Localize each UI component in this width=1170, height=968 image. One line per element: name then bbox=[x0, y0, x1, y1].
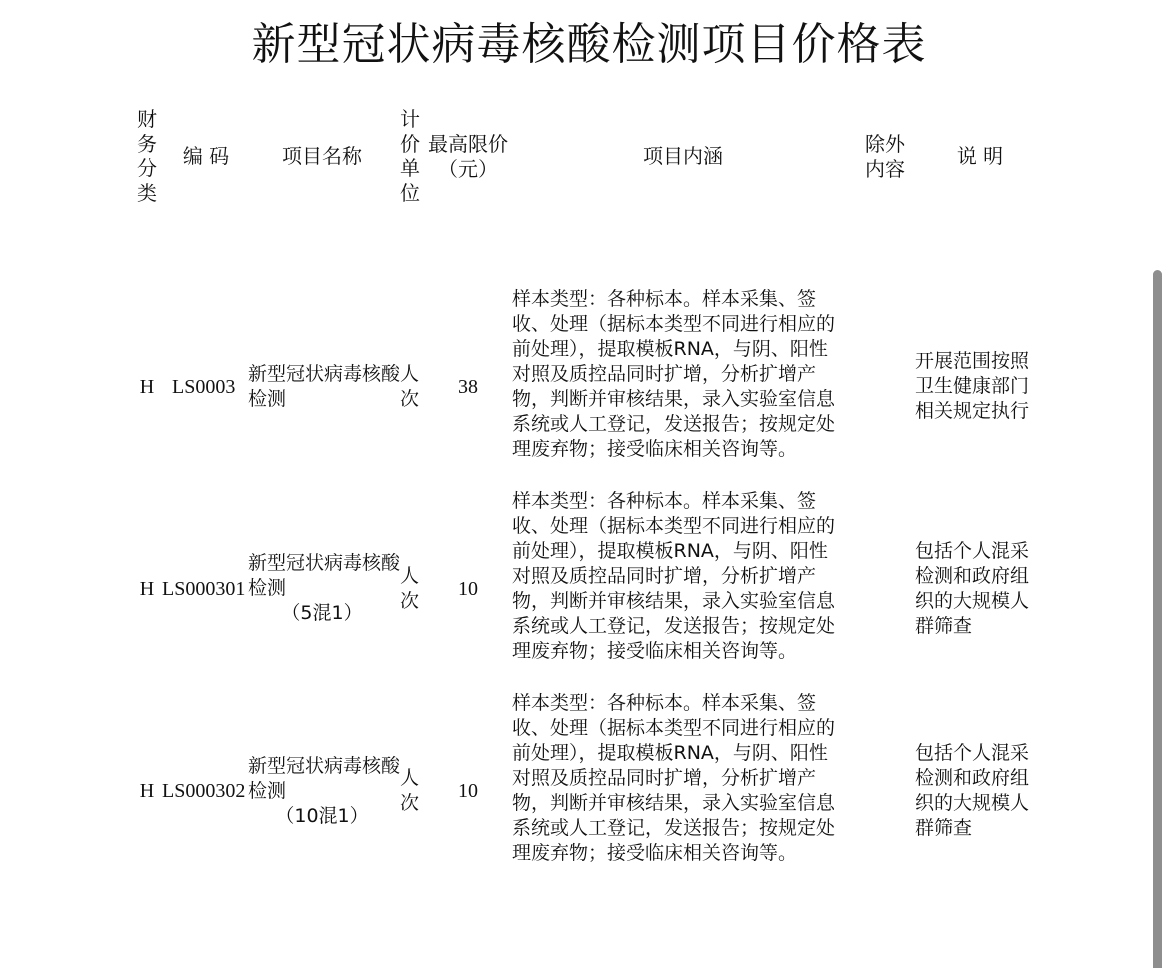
scrollbar-thumb[interactable] bbox=[1153, 270, 1162, 968]
row-name-main: 新型冠状病毒核酸检测 bbox=[248, 552, 401, 599]
header-price-line1: 最高限价 bbox=[428, 132, 508, 156]
row-content: 样本类型：各种标本。样本采集、签收、处理（据标本类型不同进行相应的前处理），提取模板RNA，与阴、阳性对照及质控品同时扩增，分析扩增产物，判断并审核结果，录入实验室信息系统或人工登记，发送报告；按规定处理废弃物；接受临床相关咨询等。 bbox=[512, 288, 836, 460]
row-code: LS000302 bbox=[162, 780, 246, 802]
row-note: 包括个人混采检测和政府组织的大规模人群筛查 bbox=[915, 540, 1030, 637]
row-code: LS0003 bbox=[172, 376, 236, 398]
header-excluded bbox=[865, 132, 913, 181]
page-title: 新型冠状病毒核酸检测项目价格表 bbox=[251, 19, 927, 70]
header-name: 项目名称 bbox=[282, 144, 362, 168]
header-excluded-line2: 内容 bbox=[865, 156, 905, 181]
header-note: 说 明 bbox=[956, 144, 1004, 168]
header-content: 项目内涵 bbox=[643, 144, 723, 168]
row-name-sub: （10混1） bbox=[275, 805, 369, 827]
row-name bbox=[248, 362, 400, 412]
row-unit: 人次 bbox=[400, 767, 420, 814]
row-note: 包括个人混采检测和政府组织的大规模人群筛查 bbox=[915, 742, 1030, 839]
header-price-line2: （元） bbox=[438, 156, 498, 181]
header-excluded-line1: 除外 bbox=[865, 132, 905, 156]
row-category: H bbox=[139, 780, 155, 802]
row-content: 样本类型：各种标本。样本采集、签收、处理（据标本类型不同进行相应的前处理），提取模板RNA，与阴、阳性对照及质控品同时扩增，分析扩增产物，判断并审核结果，录入实验室信息系统或人工登记，发送报告；按规定处理废弃物；接受临床相关咨询等。 bbox=[512, 490, 836, 662]
row-name bbox=[248, 754, 400, 829]
row-category: H bbox=[139, 578, 155, 600]
row-price: 10 bbox=[458, 578, 478, 600]
row-unit: 人次 bbox=[400, 363, 420, 410]
header-unit: 计价单位 bbox=[400, 107, 420, 205]
row-price: 10 bbox=[458, 780, 478, 802]
header-code: 编 码 bbox=[182, 144, 230, 168]
row-category: H bbox=[139, 376, 155, 398]
row-price: 38 bbox=[458, 376, 478, 398]
row-code: LS000301 bbox=[162, 578, 246, 600]
header-price bbox=[424, 132, 512, 181]
row-name bbox=[248, 551, 400, 626]
row-name-main: 新型冠状病毒核酸检测 bbox=[248, 363, 401, 410]
row-name-sub: （5混1） bbox=[281, 602, 363, 624]
row-note: 开展范围按照卫生健康部门相关规定执行 bbox=[915, 350, 1030, 422]
row-unit: 人次 bbox=[400, 565, 420, 612]
header-category: 财务分类 bbox=[137, 107, 157, 205]
row-name-main: 新型冠状病毒核酸检测 bbox=[248, 755, 401, 802]
row-content: 样本类型：各种标本。样本采集、签收、处理（据标本类型不同进行相应的前处理），提取模板RNA，与阴、阳性对照及质控品同时扩增，分析扩增产物，判断并审核结果，录入实验室信息系统或人工登记，发送报告；按规定处理废弃物；接受临床相关咨询等。 bbox=[512, 692, 836, 864]
